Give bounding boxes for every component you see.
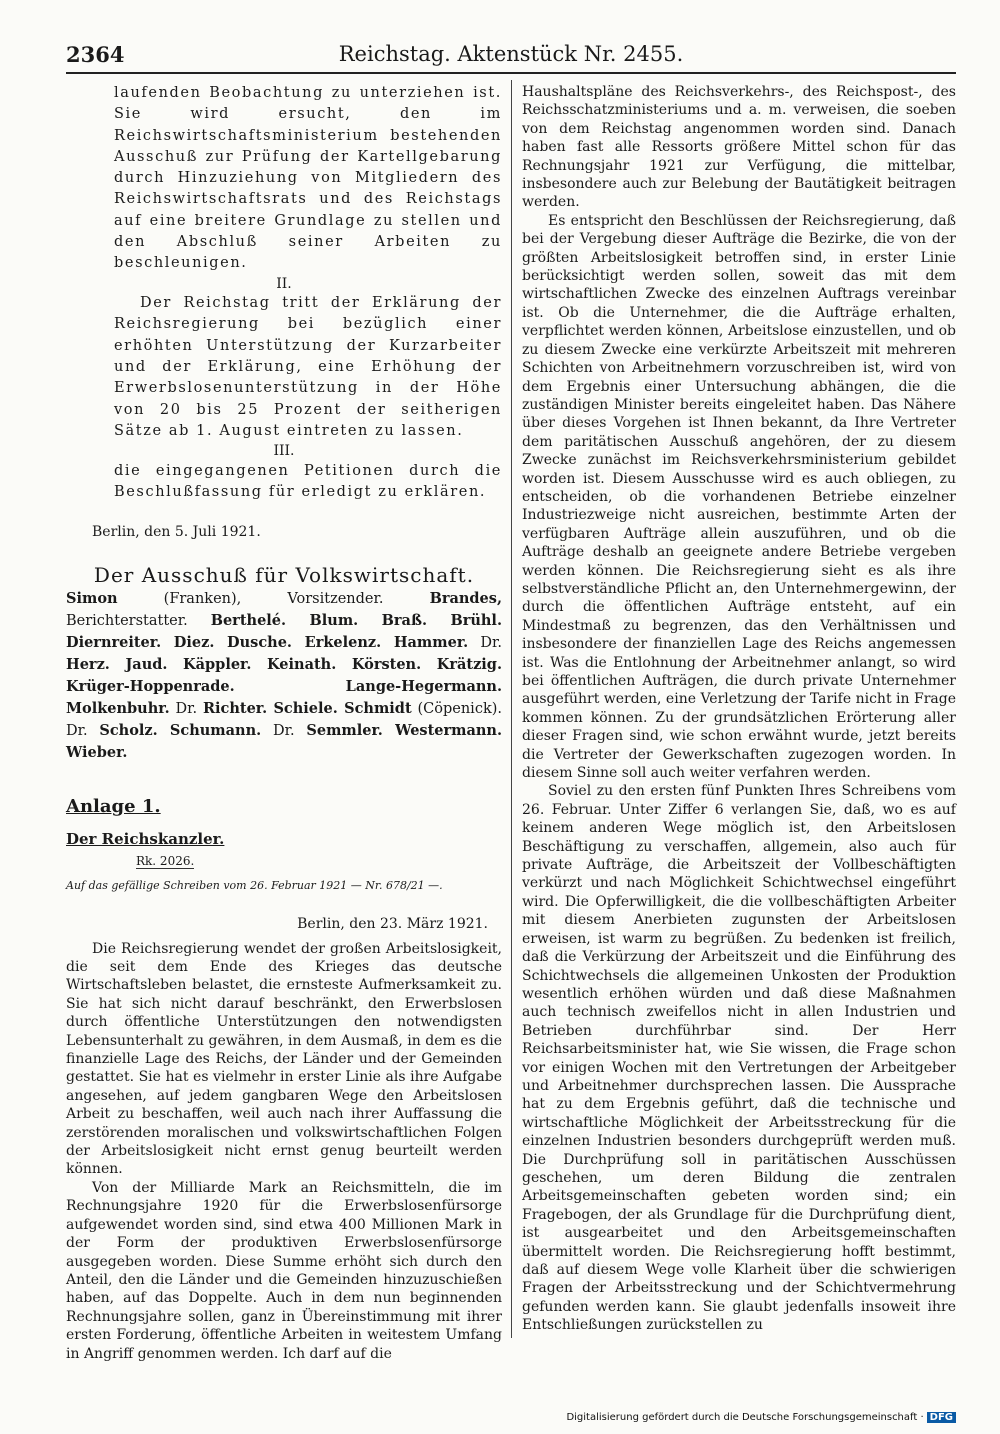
reference-number: [66, 852, 502, 870]
member-name: Brandes,: [429, 589, 502, 607]
section-number-2: II.: [276, 275, 292, 292]
reference-note: Auf das gefällige Schreiben vom 26. Februar 1921 — Nr. 678/21 —.: [66, 879, 443, 893]
letter-date: Berlin, den 23. März 1921.: [297, 916, 488, 933]
committee-title: Der Ausschuß für Volkswirtschaft.: [93, 562, 475, 587]
member-names: Scholz. Schumann.: [99, 721, 262, 739]
member-note: (Cöpenick). Dr.: [66, 700, 502, 739]
letter-paragraph-3: Haushaltspläne des Reichsverkehrs-, des Reichspost-, des Reichsschatzministeriums und a. m. verweisen, die soeben von dem Reichstag angenommen worden sind. Danach haben fast alle Ressorts größere Mittel schon für das Rechnungsjahr 1921 zur Verfügung, die mittelbar, insbesondere auch zur Belebung der Bautätigkeit beitragen werden.: [522, 84, 956, 211]
member-name: Simon: [66, 589, 118, 607]
section-number-3: III.: [273, 443, 295, 460]
sender-heading: Der Reichskanzler.: [66, 830, 225, 849]
committee-members: [66, 588, 502, 764]
member-names: Berthelé. Blum. Braß. Brühl. Diernreiter. Diez. Dusche. Erkelenz. Hammer.: [66, 611, 502, 651]
digitization-footer: [560, 1412, 956, 1423]
resolution-text-3: die eingegangenen Petitionen durch die Beschlußfassung für erledigt zu erklären.: [114, 462, 502, 500]
letter-paragraph-2: Von der Milliarde Mark an Reichsmitteln, die im Rechnungsjahre 1920 für die Erwerbslosenfürsorge aufgewendet worden sind, sind etwa 400 Millionen Mark in der Form der produktiven Erwerbslosenfürsorge ausgegeben worden. Diese Summe erhöht sich durch den Anteil, den die Länder und die Gemeinden hinzuzuschießen haben, auf das Doppelte. Auch in dem nun beginnenden Rechnungsjahre sollen, ganz in Übereinstimmung mit ihrer ersten Forderung, öffentliche Arbeiten in weitestem Umfang in Angriff genommen werden. Ich darf auf die: [66, 1179, 502, 1362]
header-rule: [66, 72, 956, 74]
right-column: [522, 83, 956, 1335]
left-column: [66, 83, 502, 1363]
member-note: Dr.: [261, 722, 307, 739]
appendix-heading: Anlage 1.: [66, 795, 161, 817]
reference-number-text: Rk. 2026.: [136, 853, 195, 868]
letter-paragraph-4: Es entspricht den Beschlüssen der Reichsregierung, daß bei der Vergebung dieser Aufträge die Bezirke, die von der größten Arbeitslosigkeit betroffen sind, in erster Linie berücksichtigt werden sollen, soweit das mit dem wirtschaftlichen Zwecke des einzelnen Auftrags vereinbar ist. Ob die Unternehmer, die die Aufträge erhalten, verpflichtet werden können, Arbeitslose einzustellen, und ob zu diesem Zwecke eine verkürzte Arbeitszeit mit mehreren Schichten von Arbeitnehmern vorzuschreiben ist, wird von dem Ergebnis einer Untersuchung abhängen, die die zuständigen Minister bereits eingeleitet haben. Das Nähere über dieses Vorgehen ist Ihnen bekannt, da Ihre Vertreter dem paritätischen Ausschuß angehören, der zu diesem Zwecke zunächst im Reichsverkehrsministerium gebildet worden ist. Diesem Ausschusse wird es auch obliegen, zu entscheiden, ob die vorhandenen Betriebe einzelner Industriezweige nicht ausreichen, bestimmte Arten der verfügbaren Aufträge allein auszuführen, und ob die Aufträge deshalb an geeignete andere Betriebe vergeben werden können. Die Reichsregierung sieht es als ihre selbstverständliche Pflicht an, den Unternehmergewinn, der durch die öffentlichen Aufträge entsteht, auf ein Mindestmaß zu begrenzen, das den Verhältnissen und insbesondere der finanziellen Lage des Reichs angemessen ist. Was die Entlohnung der Arbeitnehmer anlangt, so wird bei öffentlichen Aufträgen, die durch private Unternehmer ausgeführt werden, eine Verletzung der Tarife nicht in Frage kommen können. Zu der grundsätzlichen Erörterung aller dieser Fragen sind, wie schon erwähnt wurde, jetzt bereits die Vertreter der Gewerkschaften zugezogen worden. In diesem Sinne soll auch weiter verfahren werden.: [522, 212, 956, 782]
running-title: Reichstag. Aktenstück Nr. 2455.: [338, 42, 684, 66]
page-header: [66, 40, 956, 74]
member-note: Dr.: [169, 700, 203, 717]
member-note: Dr.: [468, 634, 503, 651]
resolution-date: Berlin, den 5. Juli 1921.: [92, 524, 261, 541]
resolution-text-1: laufenden Beobachtung zu unterziehen ist. Sie wird ersucht, den im Reichswirtschaftsministerium bestehenden Ausschuß zur Prüfung der Kartellgebarung durch Hinzuziehung von Mitgliedern des Reichswirtschaftsrats und des Reichstags auf eine breitere Grundlage zu stellen und den Abschluß seiner Arbeiten zu beschleunigen.: [114, 85, 502, 272]
member-names: Herz. Jaud. Käppler. Keinath. Körsten. Krätzig. Krüger-Hoppenrade. Lange-Hegermann. Molkenbuhr.: [66, 655, 502, 717]
member-names: Semmler. Westermann. Wieber.: [66, 721, 503, 761]
page-number: 2364: [66, 42, 125, 67]
footer-text: Digitalisierung gefördert durch die Deutsche Forschungsgemeinschaft ·: [566, 1412, 924, 1423]
letter-paragraph-5: Soviel zu den ersten fünf Punkten Ihres Schreibens vom 26. Februar. Unter Ziffer 6 verlangen Sie, daß, wo es auf keinem anderen Wege möglich ist, den Arbeitslosen Beschäftigung zu verschaffen, allgemein, also auch für private Aufträge, die Arbeitszeit der Vollbeschäftigten verkürzt und nach Möglichkeit Schichtwechsel eingeführt wird. Die Opferwilligkeit, die die vollbeschäftigten Arbeiter mit diesem Anerbieten zugunsten der Arbeitslosen erweisen, ist warm zu begrüßen. Zu bedenken ist freilich, daß die Verkürzung der Arbeitszeit und die Einführung des Schichtwechsels die allgemeinen Unkosten der Produktion wesentlich erhöhen würden und daß diese Maßnahmen auch technisch zweifellos nicht in allen Industrien und Betrieben durchführbar sind. Der Herr Reichsarbeitsminister hat, wie Sie wissen, die Frage schon vor einigen Wochen mit den Vertretungen der Arbeitgeber und Arbeitnehmer durchsprechen lassen. Die Aussprache hat zu dem Ergebnis geführt, daß die technische und wirtschaftliche Möglichkeit der Arbeitsstreckung für die einzelnen Industrien besonders durchgeprüft werden muß. Die Durchprüfung soll in paritätischen Ausschüssen geschehen, um deren Bildung die zentralen Arbeitsgemeinschaften gebeten worden sind; ein Fragebogen, der als Grundlage für die Durchprüfung dient, ist ausgearbeitet und den Arbeitsgemeinschaften übermittelt worden. Die Reichsregierung hofft bestimmt, daß auf diesem Wege volle Klarheit über die schwierigen Fragen der Arbeitsstreckung und der Schichtvermehrung gefunden werden kann. Sie glaubt jedenfalls insoweit ihre Entschließungen zurückstellen zu: [522, 783, 956, 1334]
column-divider: [511, 80, 512, 1338]
member-note: Berichterstatter.: [66, 612, 211, 629]
dfg-logo: DFG: [927, 1412, 956, 1423]
letter-paragraph-1: Die Reichsregierung wendet der großen Arbeitslosigkeit, die seit dem Ende des Krieges das deutsche Wirtschaftsleben belastet, die ernsteste Aufmerksamkeit zu. Sie hat sich nicht darauf beschränkt, den Erwerbslosen durch öffentliche Unterstützungen den notwendigsten Lebensunterhalt zu gewähren, in dem Ausmaß, in dem es die finanzielle Lage des Reichs, der Länder und der Gemeinden gestattet. Sie hat es vielmehr in erster Linie als ihre Aufgabe angesehen, auf jedem gangbaren Wege den Arbeitslosen Arbeit zu beschaffen, weil auch nach ihrer Auffassung die zerstörenden moralischen und volkswirtschaftlichen Folgen der Arbeitslosigkeit nicht ernst genug beurteilt werden können.: [66, 940, 502, 1178]
member-note: (Franken), Vorsitzender.: [117, 590, 430, 607]
resolution-text-2: Der Reichstag tritt der Erklärung der Reichsregierung bei bezüglich einer erhöhten Unterstützung der Kurzarbeiter und der Erklärung, eine Erhöhung der Erwerbslosenunterstützung in der Höhe von 20 bis 25 Prozent der seitherigen Sätze ab 1. August eintreten zu lassen.: [114, 295, 502, 439]
member-names: Richter. Schiele. Schmidt: [202, 699, 412, 717]
